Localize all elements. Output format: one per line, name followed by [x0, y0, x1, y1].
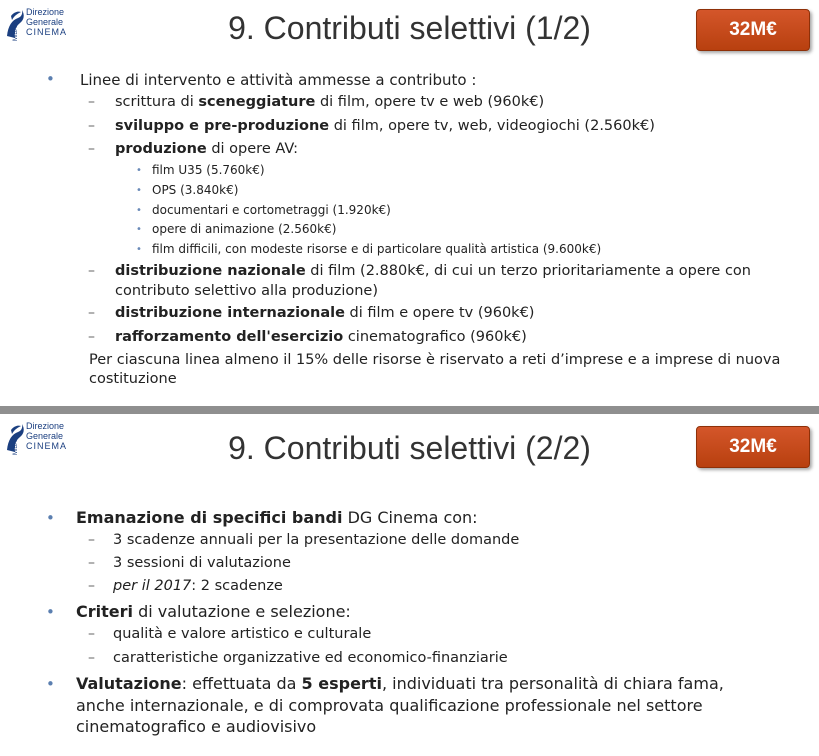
slide-divider — [0, 406, 819, 414]
list-item: per il 2017: 2 scadenze — [113, 578, 283, 594]
dash: – — [88, 626, 95, 642]
sub-bullet: • — [136, 205, 142, 216]
intro-text: Linee di intervento e attività ammesse a contributo : — [80, 71, 477, 89]
slide-2 — [0, 414, 819, 756]
list-item: scrittura di sceneggiature di film, opere tv e web (960k€) — [115, 94, 545, 110]
sub-list-item: documentari e cortometraggi (1.920k€) — [152, 203, 391, 217]
sub-list-item: OPS (3.840k€) — [152, 183, 239, 197]
bullet: • — [46, 675, 55, 693]
section-heading: Valutazione: effettuata da 5 esperti, individuati tra personalità di chiara fama, — [76, 674, 724, 693]
dash: – — [88, 578, 95, 594]
sub-bullet: • — [136, 244, 142, 255]
list-item: 3 scadenze annuali per la presentazione delle domande — [113, 532, 520, 548]
section-heading: Emanazione di specifici bandi DG Cinema con: — [76, 508, 478, 527]
note-text: Per ciascuna linea almeno il 15% delle risorse è riservato a reti d’imprese e a imprese di nuova — [89, 352, 781, 368]
list-item: caratteristiche organizzative ed economico-finanziarie — [113, 650, 508, 666]
dash: – — [88, 650, 95, 666]
section-heading-continuation: cinematografico e audiovisivo — [76, 717, 317, 736]
list-item: distribuzione nazionale di film (2.880k€, di cui un terzo prioritariamente a opere con — [115, 263, 751, 279]
sub-bullet: • — [136, 224, 142, 235]
page-title: 9. Contributi selettivi (2/2) — [228, 430, 591, 466]
dash: – — [88, 329, 95, 345]
budget-badge: 32M€ — [696, 9, 810, 51]
svg-text:MiBAC: MiBAC — [13, 22, 19, 41]
list-item: distribuzione internazionale di film e opere tv (960k€) — [115, 305, 535, 321]
list-item-continuation: contributo selettivo alla produzione) — [115, 283, 378, 299]
dash: – — [88, 263, 95, 279]
list-item: rafforzamento dell'esercizio cinematografico (960k€) — [115, 329, 527, 345]
list-item: produzione di opere AV: — [115, 141, 298, 157]
bullet: • — [46, 70, 55, 88]
bullet: • — [46, 603, 55, 621]
dash: – — [88, 118, 95, 134]
section-heading: Criteri di valutazione e selezione: — [76, 602, 351, 621]
bullet: • — [46, 509, 55, 527]
dash: – — [88, 532, 95, 548]
dash: – — [88, 94, 95, 110]
section-heading-continuation: anche internazionale, e di comprovata qualificazione professionale nel settore — [76, 696, 703, 715]
list-item: 3 sessioni di valutazione — [113, 555, 291, 571]
sub-list-item: film U35 (5.760k€) — [152, 163, 265, 177]
sub-list-item: opere di animazione (2.560k€) — [152, 222, 337, 236]
page-title: 9. Contributi selettivi (1/2) — [228, 10, 591, 46]
dash: – — [88, 555, 95, 571]
sub-list-item: film difficili, con modeste risorse e di particolare qualità artistica (9.600k€) — [152, 242, 602, 256]
budget-badge: 32M€ — [696, 426, 810, 468]
sub-bullet: • — [136, 165, 142, 176]
list-item: qualità e valore artistico e culturale — [113, 626, 372, 642]
sub-bullet: • — [136, 185, 142, 196]
dash: – — [88, 141, 95, 157]
dash: – — [88, 305, 95, 321]
logo-text: Direzione Generale CINEMA — [26, 421, 68, 451]
logo-text: Direzione Generale CINEMA — [26, 7, 68, 37]
list-item: sviluppo e pre-produzione di film, opere tv, web, videogiochi (2.560k€) — [115, 118, 655, 134]
note-text-continuation: costituzione — [89, 371, 177, 387]
svg-text:MiBAC: MiBAC — [13, 436, 19, 455]
